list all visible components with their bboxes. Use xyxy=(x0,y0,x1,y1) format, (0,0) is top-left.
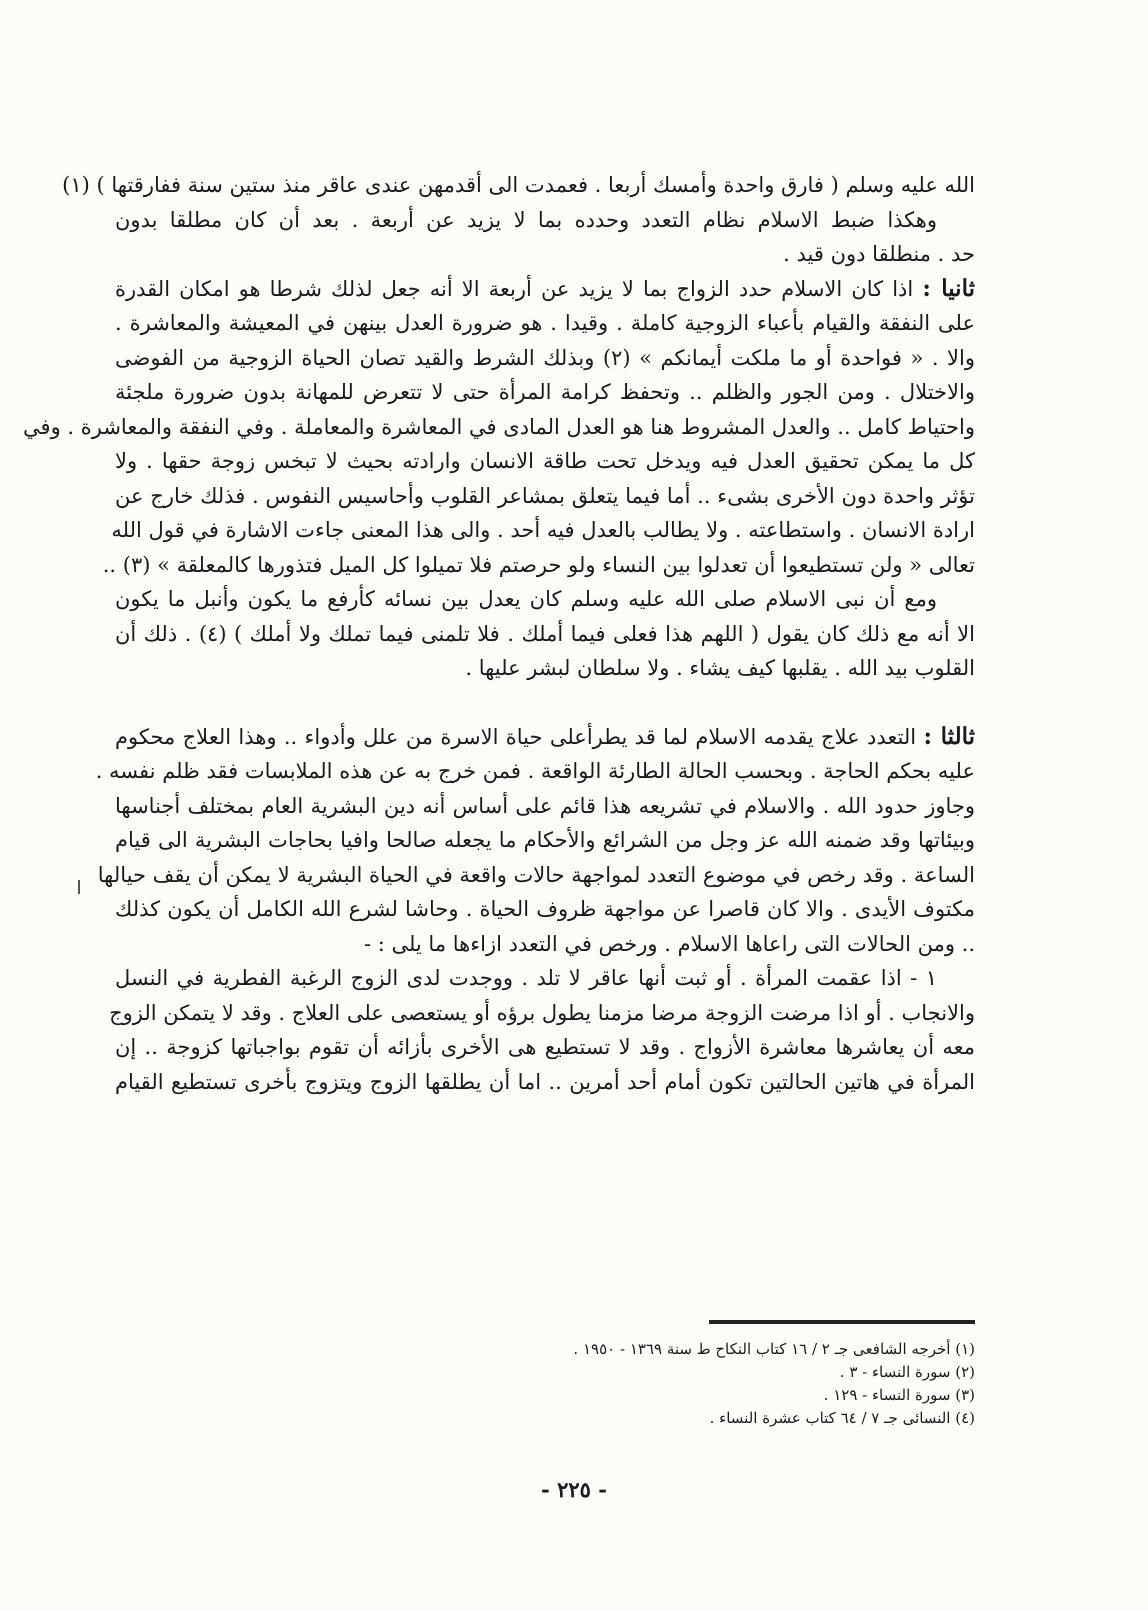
text-line xyxy=(111,513,975,548)
line-text: كل ما يمكن تحقيق العدل فيه ويدخل تحت طاقة الانسان وارادته بحيث لا تبخس زوجة حقها . ولا xyxy=(115,449,975,473)
line-text: واحتياط كامل .. والعدل المشروط هنا هو العدل المادى في المعاشرة والمعاملة . وفي النفقة والمعاشرة . وفي xyxy=(23,414,975,439)
text-line xyxy=(115,961,975,996)
line-text: معه أن يعاشرها معاشرة الأزواج . وقد لا تستطيع هى الأخرى بأزائه أن تقوم بواجباتها كزوجة .. إن xyxy=(115,1035,975,1059)
text-line xyxy=(115,789,975,824)
text-line xyxy=(115,927,975,962)
line-text: على النفقة والقيام بأعباء الزوجية كاملة . وقيدا . هو ضرورة العدل بينهن في المعيشة والمعاشرة . xyxy=(115,311,975,335)
text-line xyxy=(62,168,975,203)
text-line xyxy=(115,1065,975,1100)
footnotes-section xyxy=(300,1320,975,1430)
line-text: والانجاب . أو اذا مرضت الزوجة مرضا مزمنا يطول برؤه أو يستعصى على العلاج . وقد لا يتمكن الزوج xyxy=(109,1000,975,1025)
main-text xyxy=(23,168,976,1099)
text-line xyxy=(115,444,975,479)
line-text: وبيئاتها وقد ضمنه الله عز وجل من الشرائع والأحكام ما يجعله صالحا وافيا بحاجات البشرية الى قيام xyxy=(115,828,975,852)
text-line xyxy=(115,1030,975,1065)
margin-mark xyxy=(78,880,80,894)
line-text: وهكذا ضبط الاسلام نظام التعدد وحدده بما لا يزيد عن أربعة . بعد أن كان مطلقا بدون xyxy=(115,207,937,232)
line-text: الله عليه وسلم ( فارق واحدة وأمسك أربعا . فعمدت الى أقدمهن عندى عاقر منذ ستين سنة ففارقتها ) (١) xyxy=(62,173,975,197)
line-text: والا . « فواحدة أو ما ملكت أيمانكم » (٢) وبذلك الشرط والقيد تصان الحياة الزوجية من الفوضى xyxy=(115,345,976,370)
text-line xyxy=(115,617,975,652)
line-text: مكتوف الأيدى . والا كان قاصرا عن مواجهة ظروف الحياة . وحاشا لشرع الله الكامل أن يكون كذلك xyxy=(115,897,975,921)
line-text: التعدد علاج يقدمه الاسلام لما قد يطرأعلى حياة الاسرة من علل وأدواء .. وهذا العلاج محكوم xyxy=(115,724,924,749)
text-line xyxy=(115,203,975,238)
line-text: تعالى « ولن تستطيعوا أن تعدلوا بين النساء ولو حرصتم فلا تميلوا كل الميل فتذورها كالمعلقة » (٣) .. xyxy=(102,552,975,577)
text-line xyxy=(115,582,975,617)
section-heading: ثالثا : xyxy=(923,722,975,750)
line-text: حد . منطلقا دون قيد . xyxy=(783,242,975,266)
text-line xyxy=(23,410,975,445)
footnote-1: (١) أخرجه الشافعى جـ ٢ / ١٦ كتاب النكاح ط سنة ١٣٦٩ - ١٩٥٠ . xyxy=(573,1340,975,1358)
text-line xyxy=(115,892,975,927)
footnote-separator xyxy=(709,1320,975,1324)
text-line xyxy=(115,341,975,376)
line-text: وجاوز حدود الله . والاسلام في تشريعه هذا قائم على أساس أنه دين البشرية العام بمختلف أجناسها xyxy=(115,793,975,818)
page-number: - ٢٢٥ - xyxy=(541,1477,607,1502)
footnote-3: (٣) سورة النساء - ١٢٩ . xyxy=(823,1386,975,1404)
line-text: .. ومن الحالات التى راعاها الاسلام . ورخص في التعدد ازاءها ما يلى : - xyxy=(363,931,975,956)
line-text: ومع أن نبى الاسلام صلى الله عليه وسلم كان يعدل بين نسائه كأرفع ما يكون وأنبل ما يكون xyxy=(115,587,937,611)
line-text: ارادة الانسان . واستطاعته . ولا يطالب بالعدل فيه أحد . والى هذا المعنى جاءت الاشارة في قول الله xyxy=(111,518,975,542)
line-text: ١ - اذا عقمت المرأة . أو ثبت أنها عاقر لا تلد . ووجدت لدى الزوج الرغبة الفطرية في النسل xyxy=(115,966,937,990)
line-text: الا أنه مع ذلك كان يقول ( اللهم هذا فعلى فيما أملك . فلا تلمنى فيما تملك ولا أملك ) (٤) . ذلك أن xyxy=(115,621,975,646)
line-text: تؤثر واحدة دون الأخرى بشىء .. أما فيما يتعلق بمشاعر القلوب وأحاسيس النفوس . فذلك خارج عن xyxy=(115,483,975,508)
text-line xyxy=(115,651,975,686)
text-line xyxy=(115,479,975,514)
text-line xyxy=(115,375,975,410)
footnote-4: (٤) النسائى جـ ٧ / ٦٤ كتاب عشرة النساء . xyxy=(709,1409,975,1427)
text-line xyxy=(109,996,975,1031)
text-line xyxy=(115,823,975,858)
section-heading: ثانيا : xyxy=(922,274,975,302)
paragraph-gap xyxy=(115,686,975,720)
line-text: والاختلال . ومن الجور والظلم .. وتحفظ كرامة المرأة حتى لا تتعرض للمهانة بدون ضرورة ملجئة xyxy=(115,380,975,404)
text-line xyxy=(115,306,975,341)
text-line xyxy=(95,754,975,789)
line-text: الساعة . وقد رخص في موضوع التعدد لمواجهة حالات واقعة في الحياة البشرية لا يمكن أن يقف حيالها xyxy=(97,862,975,887)
text-line xyxy=(102,548,975,583)
text-line xyxy=(115,720,975,755)
line-text: المرأة في هاتين الحالتين تكون أمام أحد أمرين .. اما أن يطلقها الزوج ويتزوج بأخرى تستطيع القيام xyxy=(115,1069,975,1094)
line-text: عليه بحكم الحاجة . وبحسب الحالة الطارئة الواقعة . فمن خرج به عن هذه الملابسات فقد ظلم نفسه . xyxy=(95,759,975,783)
text-line xyxy=(97,858,975,893)
text-line xyxy=(115,237,975,272)
line-text: القلوب بيد الله . يقلبها كيف يشاء . ولا سلطان لبشر عليها . xyxy=(465,656,975,680)
text-line xyxy=(115,272,975,307)
line-text: اذا كان الاسلام حدد الزواج بما لا يزيد عن أربعة الا أنه جعل لذلك شرطا هو امكان القدرة xyxy=(115,276,923,301)
footnote-2: (٢) سورة النساء - ٣ . xyxy=(839,1363,975,1381)
